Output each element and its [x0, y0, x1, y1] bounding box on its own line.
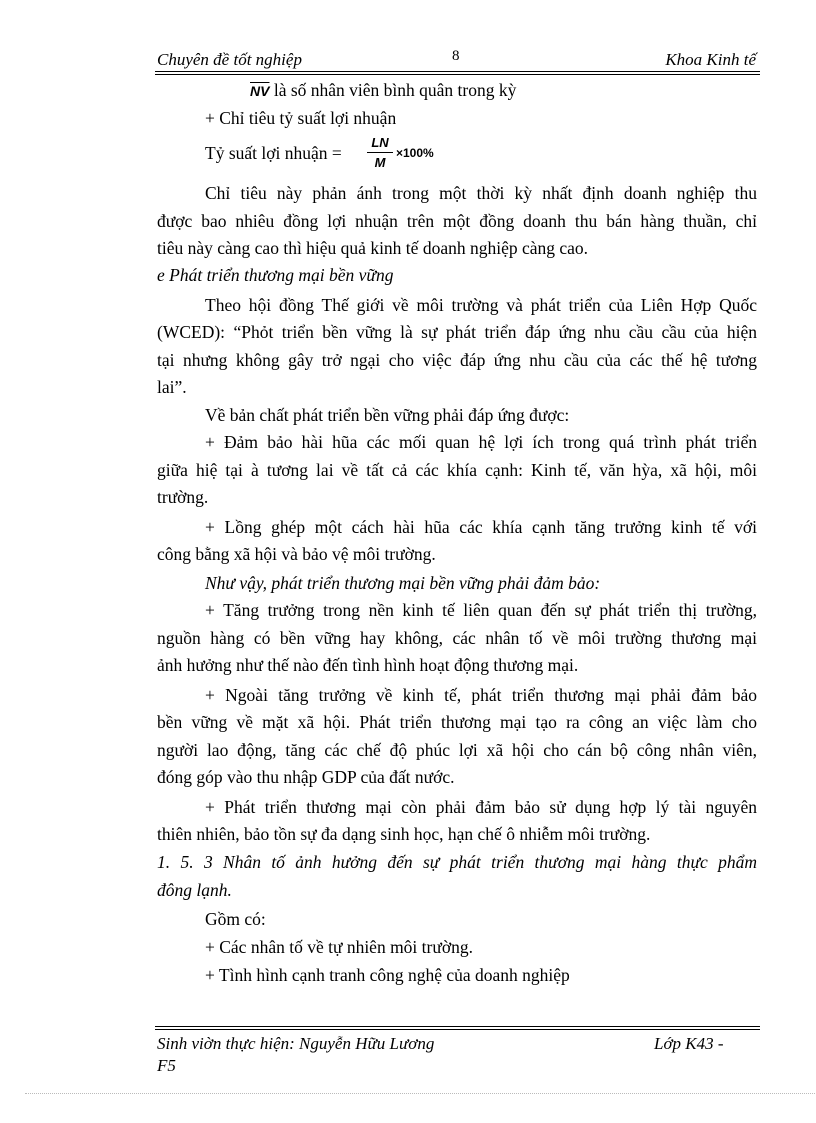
paragraph-line: Theo hội đồng Thế giới về môi trường và phát triển của Liên Hợp Quốc	[205, 295, 757, 315]
paragraph-line: lai”.	[157, 377, 187, 397]
header-rule	[155, 71, 760, 72]
nv-definition	[250, 78, 516, 103]
page-number: 8	[452, 48, 460, 64]
bullet-line: + Phát triển thương mại còn phải đảm bảo sử dụng hợp lý tài nguyên	[205, 797, 757, 817]
bullet-line: giữa hiệ tại à tương lai về tất cả các khía cạnh: Kinh tế, văn hỳa, xã hội, môi	[157, 460, 757, 480]
fraction-bar	[367, 152, 393, 153]
section-heading-1-5-3-cont: đông lạnh.	[157, 880, 232, 900]
bullet-line: + Tăng trưởng trong nền kinh tế liên quan đến sự phát triển thị trường,	[205, 600, 757, 620]
paragraph-line: tiêu này càng cao thì hiệu quả kinh tế doanh nghiệp càng cao.	[157, 238, 589, 258]
formula-numerator: LN	[371, 135, 389, 150]
bullet-line: + Lồng ghép một cách hài hũa các khía cạnh tăng trưởng kinh tế với	[205, 517, 757, 537]
paragraph-line: (WCED): “Phỏt triển bền vững là sự phát triển đáp ứng nhu cầu cầu của hiện	[157, 322, 757, 342]
nv-text: là số nhân viên bình quân trong kỳ	[269, 80, 517, 100]
section-heading-1-5-3: 1. 5. 3 Nhân tố ảnh hưởng đến sự phát triển thương mại hàng thực phẩm	[157, 852, 757, 872]
section-heading-e: e Phát triển thương mại bền vững	[157, 265, 394, 285]
formula-denominator: M	[374, 155, 386, 170]
footer-class-cont: F5	[157, 1056, 176, 1075]
paragraph-line: được bao nhiêu đồng lợi nhuận trên một đồng doanh thu bán hàng thuần, chỉ	[157, 211, 757, 231]
footer-rule-2	[155, 1029, 760, 1030]
bullet-line: thiên nhiên, bảo tồn sự đa dạng sinh học, hạn chế ô nhiễm môi trường.	[157, 824, 651, 844]
bullet-line: + Ngoài tăng trưởng về kinh tế, phát triển thương mại phải đảm bảo	[205, 685, 757, 705]
page-header	[155, 50, 760, 72]
paragraph-line: Về bản chất phát triển bền vững phải đáp ứng được:	[205, 405, 570, 425]
bullet-line: bền vững về mặt xã hội. Phát triển thương mại tạo ra công an việc làm cho	[157, 712, 757, 732]
nv-symbol: $\overline{NV}$	[250, 83, 270, 99]
header-faculty: Khoa Kinh tế	[665, 50, 756, 69]
formula-label: Tỷ suất lợi nhuận =	[205, 143, 342, 163]
footer-class: Lớp K43 -	[654, 1034, 724, 1053]
formula-multiplier: ×100%	[396, 146, 434, 160]
header-title: Chuyên đề tốt nghiệp	[157, 50, 302, 69]
bullet-line: ảnh hưởng như thế nào đến tình hình hoạt động thương mại.	[157, 655, 579, 675]
bullet-line: + Đảm bảo hài hũa các mối quan hệ lợi ích trong quá trình phát triển	[205, 432, 757, 452]
footer-student: Sinh viờn thực hiện: Nguyễn Hữu Lương	[157, 1034, 435, 1053]
page-bottom-divider	[25, 1093, 815, 1094]
bullet-line: trường.	[157, 487, 209, 507]
formula-fraction	[367, 135, 393, 170]
paragraph-line: Chỉ tiêu này phản ánh trong một thời kỳ nhất định doanh nghiệp thu	[205, 183, 757, 203]
list-item: + Các nhân tố về tự nhiên môi trường.	[205, 937, 473, 957]
paragraph-line: tại nhưng không gây trở ngại cho việc đáp ứng nhu cầu của các thế hệ tương	[157, 350, 757, 370]
bullet-line: người lao động, tăng các chế độ phúc lợi xã hội cho cán bộ công nhân viên,	[157, 740, 757, 760]
bullet-line: đóng góp vào thu nhập GDP của đất nước.	[157, 767, 455, 787]
footer-rule	[155, 1026, 760, 1027]
list-item: + Tình hình cạnh tranh công nghệ của doanh nghiệp	[205, 965, 570, 985]
italic-intro: Như vậy, phát triển thương mại bền vững phải đảm bảo:	[205, 573, 601, 593]
list-intro: Gồm có:	[205, 909, 266, 929]
bullet-line: nguồn hàng có bền vững hay không, các nhân tố về môi trường thương mại	[157, 628, 757, 648]
indicator-title: + Chỉ tiêu tỷ suất lợi nhuận	[205, 108, 397, 128]
bullet-line: công bằng xã hội và bảo vệ môi trường.	[157, 544, 436, 564]
header-rule-2	[155, 74, 760, 75]
